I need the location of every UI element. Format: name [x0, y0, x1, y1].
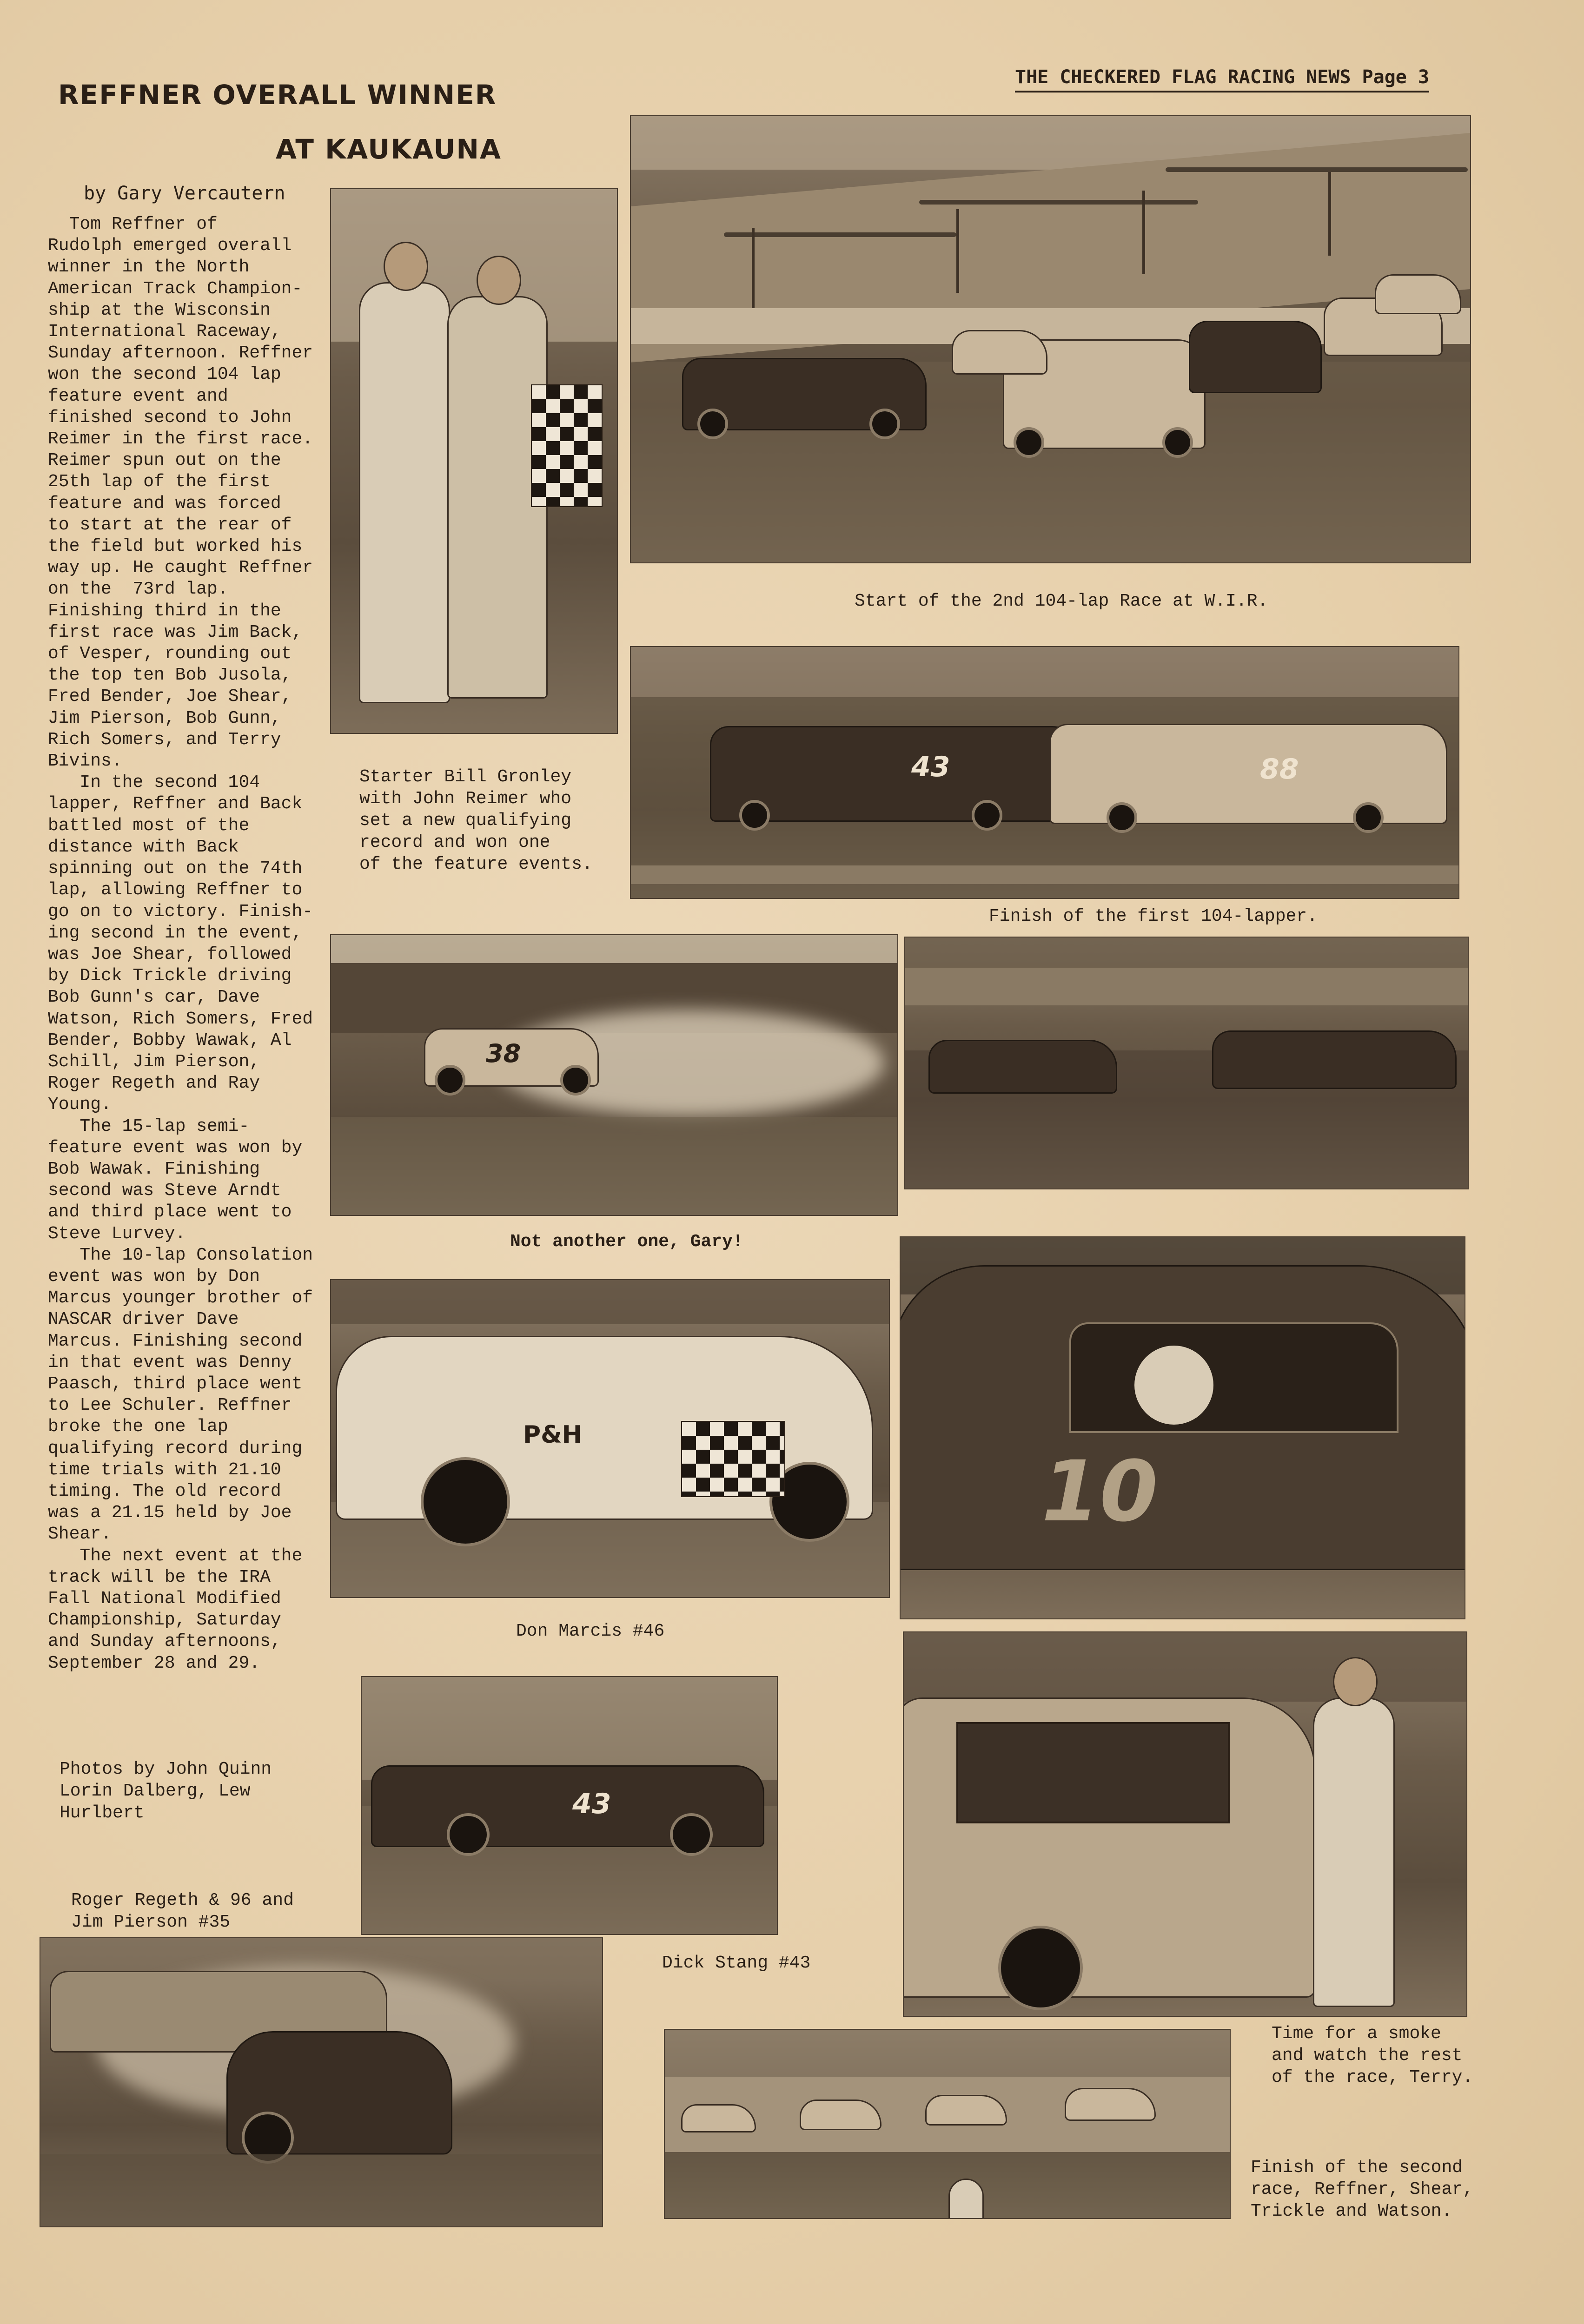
article-line: Finishing third in the: [48, 601, 281, 621]
photo-smoke-break: [903, 1631, 1467, 2017]
headline-line1: REFFNER OVERALL WINNER: [58, 79, 497, 111]
article-line: 25th lap of the first: [48, 472, 271, 492]
article-line: to Lee Schuler. Reffner: [48, 1395, 292, 1416]
caption-not-another: Not another one, Gary!: [510, 1232, 743, 1252]
article-line: Jim Pierson, Bob Gunn,: [48, 708, 281, 728]
article-line: Fall National Modified: [48, 1589, 281, 1609]
article-line: first race was Jim Back,: [48, 622, 303, 642]
article-line: of Vesper, rounding out: [48, 644, 292, 664]
article-line: September 28 and 29.: [48, 1653, 260, 1673]
caption-starter: Starter Bill Gronley with John Reimer who set a new qualifying record and won one of the feature events.: [359, 767, 593, 874]
caption-smoke: Time for a smoke and watch the rest of the race, Terry.: [1272, 2024, 1473, 2087]
article-line: The 15-lap semi-: [80, 1116, 250, 1136]
article-line: distance with Back: [48, 837, 239, 857]
car-number-10: 10: [1041, 1443, 1158, 1540]
article-line: by Dick Trickle driving: [48, 966, 292, 986]
article-line: Reimer spun out on the: [48, 450, 281, 471]
article-line: Bob Wawak. Finishing: [48, 1159, 260, 1179]
article-line: Championship, Saturday: [48, 1610, 281, 1631]
article-line: feature event was won by: [48, 1137, 303, 1158]
car-number-38: 38: [486, 1039, 521, 1068]
article-line: Schill, Jim Pierson,: [48, 1051, 260, 1072]
photo-two-cars-track: [904, 937, 1469, 1189]
photo-starter-and-driver: [330, 188, 618, 734]
article-line: winner in the North: [48, 257, 250, 277]
article-line: the field but worked his: [48, 536, 303, 557]
article-line: Reimer in the first race.: [48, 429, 313, 449]
article-line: the top ten Bob Jusola,: [48, 665, 292, 686]
article-line: timing. The old record: [48, 1481, 281, 1501]
article-line: way up. He caught Reffner: [48, 558, 313, 578]
article-line: Paasch, third place went: [48, 1373, 303, 1394]
caption-regeth-pierson: Roger Regeth & 96 and Jim Pierson #35: [71, 1890, 294, 1932]
article-line: broke the one lap: [48, 1417, 228, 1437]
article-line: second was Steve Arndt: [48, 1181, 281, 1201]
caption-dick-stang: Dick Stang #43: [662, 1953, 811, 1973]
caption-finish-second: Finish of the second race, Reffner, Shear, Trickle and Watson.: [1251, 2158, 1473, 2221]
article-body: [48, 214, 327, 1674]
article-line: Marcus younger brother of: [48, 1288, 313, 1308]
article-line: won the second 104 lap: [48, 364, 281, 385]
article-line: and third place went to: [48, 1202, 292, 1222]
photo-credit: Photos by John Quinn Lorin Dalberg, Lew Hurlbert: [60, 1759, 272, 1823]
article-line: lapper, Reffner and Back: [48, 794, 303, 814]
caption-don-marcis: Don Marcis #46: [516, 1621, 665, 1641]
article-line: qualifying record during: [48, 1438, 303, 1459]
article-line: Rich Somers, and Terry: [48, 729, 281, 750]
photo-car-38-spin: [330, 934, 898, 1216]
article-line: was Joe Shear, followed: [48, 944, 292, 964]
article-line: In the second 104: [80, 772, 260, 793]
article-line: Watson, Rich Somers, Fred: [48, 1009, 313, 1029]
article-line: Fred Bender, Joe Shear,: [48, 687, 292, 707]
article-line: Bender, Bobby Wawak, Al: [48, 1030, 292, 1050]
article-line: Marcus. Finishing second: [48, 1331, 303, 1351]
caption-race-start: Start of the 2nd 104-lap Race at W.I.R.: [855, 591, 1268, 611]
caption-finish-first: Finish of the first 104-lapper.: [989, 906, 1318, 926]
article-line: Tom Reffner of: [69, 214, 218, 234]
car-number-43-stang: 43: [572, 1788, 611, 1820]
article-line: feature event and: [48, 386, 228, 406]
article-line: The next event at the: [80, 1545, 303, 1566]
article-line: Sunday afternoon. Reffner: [48, 343, 313, 363]
photo-race-start: [630, 115, 1471, 563]
article-line: event was won by Don: [48, 1266, 260, 1287]
photo-regeth-pierson: [40, 1937, 603, 2227]
article-line: Bivins.: [48, 751, 122, 772]
article-line: Young.: [48, 1095, 112, 1115]
article-line: and Sunday afternoons,: [48, 1631, 281, 1652]
article-line: ing second in the event,: [48, 923, 303, 943]
article-line: Roger Regeth and Ray: [48, 1073, 260, 1094]
article-line: in that event was Denny: [48, 1352, 292, 1373]
article-line: American Track Champion-: [48, 278, 303, 299]
article-line: International Raceway,: [48, 322, 281, 342]
photo-don-marcis-46: [330, 1279, 890, 1598]
article-line: NASCAR driver Dave: [48, 1309, 239, 1330]
article-line: Rudolph emerged overall: [48, 236, 292, 256]
masthead: THE CHECKERED FLAG RACING NEWS Page 3: [1015, 66, 1429, 92]
car-number-43: 43: [911, 751, 950, 783]
car-number-88: 88: [1260, 753, 1299, 786]
article-line: to start at the rear of: [48, 515, 292, 535]
article-line: Shear.: [48, 1524, 112, 1545]
article-line: was a 21.15 held by Joe: [48, 1503, 292, 1523]
article-line: lap, allowing Reffner to: [48, 880, 303, 900]
photo-dick-stang-43: [361, 1676, 778, 1935]
photo-finish-second: [664, 2029, 1231, 2219]
photo-finish-first: [630, 646, 1459, 899]
byline: by Gary Vercautern: [84, 183, 285, 204]
article-line: Steve Lurvey.: [48, 1223, 186, 1244]
article-line: track will be the IRA: [48, 1567, 271, 1587]
article-line: time trials with 21.10: [48, 1459, 281, 1480]
article-line: on the 73rd lap.: [48, 579, 228, 600]
headline-line2: AT KAUKAUNA: [276, 133, 502, 165]
article-line: feature and was forced: [48, 493, 281, 514]
article-line: The 10-lap Consolation: [80, 1245, 313, 1265]
article-line: go on to victory. Finish-: [48, 901, 313, 922]
article-line: finished second to John: [48, 407, 292, 428]
article-line: ship at the Wisconsin: [48, 300, 271, 320]
article-line: Bob Gunn's car, Dave: [48, 987, 260, 1008]
article-line: battled most of the: [48, 815, 250, 836]
article-line: spinning out on the 74th: [48, 858, 303, 879]
photo-car-10-closeup: [900, 1236, 1465, 1619]
ph-sponsor-text: P&H: [523, 1421, 582, 1449]
